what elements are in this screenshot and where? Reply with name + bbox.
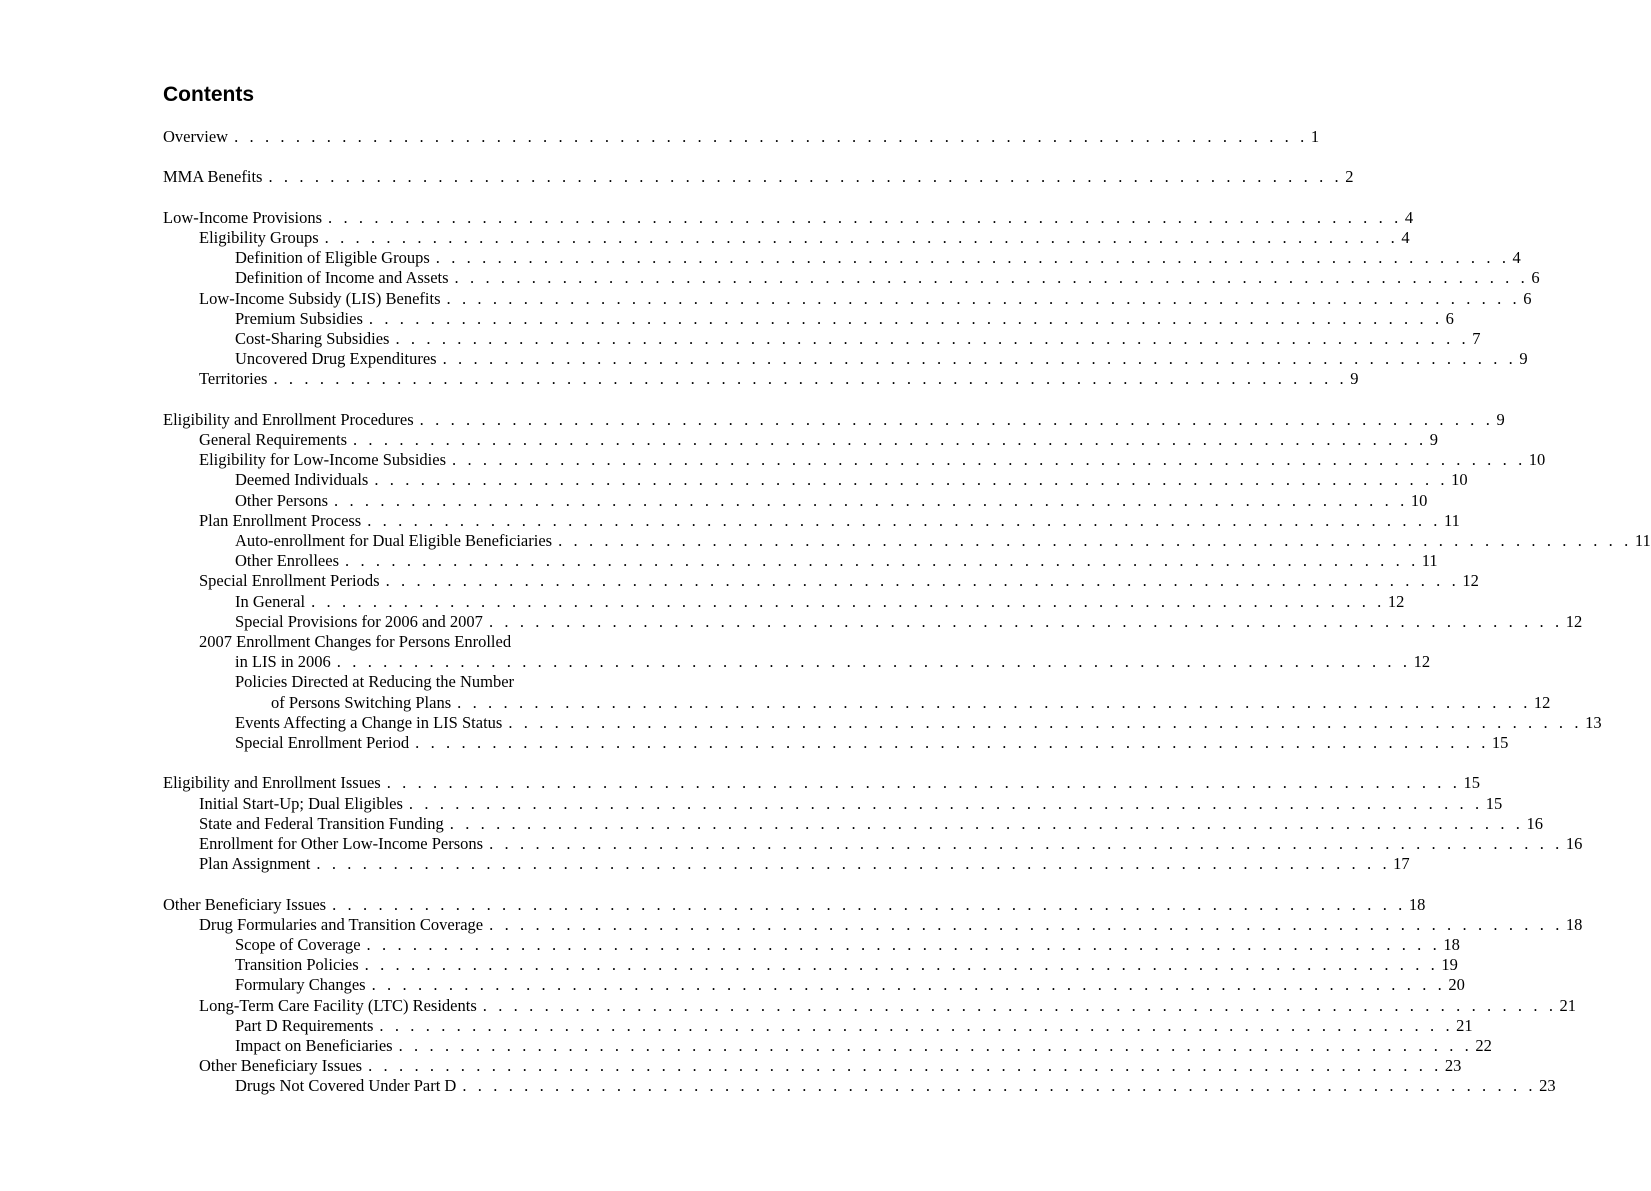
- dot-leader: . . . . . . . . . . . . . . . . . . . . . . . . . . . . . . . . . . . . . . . . . . . . . . . . . . . . . . . . . . . . . . . . . . . . . .: [457, 693, 1531, 712]
- toc-entry-page-number: 15: [1463, 773, 1480, 792]
- dot-leader: . . . . . . . . . . . . . . . . . . . . . . . . . . . . . . . . . . . . . . . . . . . . . . . . . . . . . . . . . . . . . . . . . . . . . .: [316, 854, 1391, 873]
- toc-entry[interactable]: [235, 1036, 1492, 1056]
- toc-entry-label: Definition of Income and Assets: [235, 268, 449, 287]
- dot-leader: . . . . . . . . . . . . . . . . . . . . . . . . . . . . . . . . . . . . . . . . . . . . . . . . . . . . . . . . . . . . . . . . . . . . . .: [352, 430, 1427, 449]
- dot-leader: . . . . . . . . . . . . . . . . . . . . . . . . . . . . . . . . . . . . . . . . . . . . . . . . . . . . . . . . . . . . . . . . . . . . . .: [345, 551, 1419, 570]
- toc-entry-page-number: 18: [1408, 895, 1426, 914]
- dot-leader: . . . . . . . . . . . . . . . . . . . . . . . . . . . . . . . . . . . . . . . . . . . . . . . . . . . . . . . . . . . . . . . . . . . . . .: [446, 289, 1521, 308]
- dot-leader: . . . . . . . . . . . . . . . . . . . . . . . . . . . . . . . . . . . . . . . . . . . . . . . . . . . . . . . . . . . . . . . . . . . . . .: [334, 491, 1408, 510]
- toc-entry[interactable]: [163, 773, 1480, 793]
- toc-entry-page-number: 11: [1634, 531, 1651, 550]
- toc-entry[interactable]: [235, 935, 1460, 955]
- toc-entry-page-number: 4: [1404, 208, 1414, 227]
- dot-leader: . . . . . . . . . . . . . . . . . . . . . . . . . . . . . . . . . . . . . . . . . . . . . . . . . . . . . . . . . . . . . . . . . . . . . .: [324, 228, 1399, 247]
- dot-leader: . . . . . . . . . . . . . . . . . . . . . . . . . . . . . . . . . . . . . . . . . . . . . . . . . . . . . . . . . . . . . . . . . . . . . .: [449, 814, 1524, 833]
- toc-entry-page-number: 15: [1491, 733, 1509, 752]
- toc-entry[interactable]: [235, 733, 1509, 753]
- toc-entry-label: Transition Policies: [235, 955, 359, 974]
- toc-entry-page-number: 7: [1472, 329, 1481, 348]
- toc-entry-page-number: 18: [1443, 935, 1460, 954]
- dot-leader: . . . . . . . . . . . . . . . . . . . . . . . . . . . . . . . . . . . . . . . . . . . . . . . . . . . . . . . . . . . . . . . . . . . . . .: [462, 1076, 1537, 1095]
- dot-leader: . . . . . . . . . . . . . . . . . . . . . . . . . . . . . . . . . . . . . . . . . . . . . . . . . . . . . . . . . . . . . . . . . . . . . .: [454, 268, 1529, 287]
- dot-leader: . . . . . . . . . . . . . . . . . . . . . . . . . . . . . . . . . . . . . . . . . . . . . . . . . . . . . . . . . . . . . . . . . . . . . .: [558, 531, 1632, 550]
- toc-entry-label: Plan Assignment: [199, 854, 311, 873]
- dot-leader: . . . . . . . . . . . . . . . . . . . . . . . . . . . . . . . . . . . . . . . . . . . . . . . . . . . . . . . . . . . . . . . . . . . . . .: [489, 834, 1563, 853]
- toc-entry-label: Other Persons: [235, 491, 329, 510]
- toc-entry[interactable]: [199, 996, 1577, 1016]
- toc-entry[interactable]: [163, 895, 1426, 915]
- toc-entry-label: of Persons Switching Plans: [271, 693, 452, 712]
- toc-entry-page-number: 23: [1444, 1056, 1462, 1075]
- toc-entry-label: Part D Requirements: [235, 1016, 374, 1035]
- toc-entry[interactable]: [235, 672, 757, 692]
- toc-entry-label: Premium Subsidies: [235, 309, 363, 328]
- dot-leader: . . . . . . . . . . . . . . . . . . . . . . . . . . . . . . . . . . . . . . . . . . . . . . . . . . . . . . . . . . . . . . . . . . . . . .: [379, 1016, 1454, 1035]
- dot-leader: . . . . . . . . . . . . . . . . . . . . . . . . . . . . . . . . . . . . . . . . . . . . . . . . . . . . . . . . . . . . . . . . . . . . . .: [336, 652, 1411, 671]
- toc-entry-label: Special Provisions for 2006 and 2007: [235, 612, 483, 631]
- toc-entry-page-number: 16: [1565, 834, 1583, 853]
- dot-leader: . . . . . . . . . . . . . . . . . . . . . . . . . . . . . . . . . . . . . . . . . . . . . . . . . . . . . . . . . . . . . . . . . . . . . .: [268, 167, 1343, 186]
- toc-entry-page-number: 18: [1565, 915, 1583, 934]
- dot-leader: . . . . . . . . . . . . . . . . . . . . . . . . . . . . . . . . . . . . . . . . . . . . . . . . . . . . . . . . . . . . . . . . . . . . . .: [398, 1036, 1473, 1055]
- toc-entry-label: Overview: [163, 127, 229, 146]
- toc-entry[interactable]: [235, 531, 1651, 551]
- dot-leader: . . . . . . . . . . . . . . . . . . . . . . . . . . . . . . . . . . . . . . . . . . . . . . . . . . . . . . . . . . . . . . . . . . . . . .: [374, 470, 1449, 489]
- toc-entry-page-number: 4: [1401, 228, 1410, 247]
- toc-entry[interactable]: [163, 167, 1354, 187]
- dot-leader: . . . . . . . . . . . . . . . . . . . . . . . . . . . . . . . . . . . . . . . . . . . . . . . . . . . . . . . . . . . . . . . . . . . . . .: [408, 794, 1483, 813]
- toc-entry-label: Drug Formularies and Transition Coverage: [199, 915, 484, 934]
- toc-entry-label: Plan Enrollment Process: [199, 511, 362, 530]
- toc-entry[interactable]: [199, 369, 1359, 389]
- toc-entry[interactable]: [163, 410, 1505, 430]
- toc-entry[interactable]: [199, 814, 1544, 834]
- dot-leader: . . . . . . . . . . . . . . . . . . . . . . . . . . . . . . . . . . . . . . . . . . . . . . . . . . . . . . . . . . . . . . . . . . . . . .: [364, 955, 1439, 974]
- page-title: Contents: [163, 83, 254, 106]
- toc-entry[interactable]: [199, 794, 1503, 814]
- toc-entry[interactable]: [199, 632, 757, 652]
- toc-entry-label: Cost-Sharing Subsidies: [235, 329, 390, 348]
- toc-entry[interactable]: [235, 551, 1438, 571]
- toc-entry-label: Long-Term Care Facility (LTC) Residents: [199, 996, 477, 1015]
- dot-leader: . . . . . . . . . . . . . . . . . . . . . . . . . . . . . . . . . . . . . . . . . . . . . . . . . . . . . . . . . . . . . . . . . . . . . .: [366, 935, 1441, 954]
- dot-leader: . . . . . . . . . . . . . . . . . . . . . . . . . . . . . . . . . . . . . . . . . . . . . . . . . . . . . . . . . . . . . . . . . . . . . .: [328, 208, 1402, 227]
- toc-entry-label: Uncovered Drug Expenditures: [235, 349, 437, 368]
- toc-entry-label: Impact on Beneficiaries: [235, 1036, 393, 1055]
- toc-entry-page-number: 12: [1462, 571, 1479, 590]
- dot-leader: . . . . . . . . . . . . . . . . . . . . . . . . . . . . . . . . . . . . . . . . . . . . . . . . . . . . . . . . . . . . . . . . . . . . . .: [386, 773, 1461, 792]
- toc-entry-page-number: 20: [1448, 975, 1465, 994]
- toc-entry-page-number: 12: [1387, 592, 1405, 611]
- toc-entry-page-number: 16: [1526, 814, 1544, 833]
- dot-leader: . . . . . . . . . . . . . . . . . . . . . . . . . . . . . . . . . . . . . . . . . . . . . . . . . . . . . . . . . . . . . . . . . . . . . .: [311, 592, 1385, 611]
- toc-entry[interactable]: [235, 652, 1431, 672]
- toc-entry-label: Other Enrollees: [235, 551, 340, 570]
- dot-leader: . . . . . . . . . . . . . . . . . . . . . . . . . . . . . . . . . . . . . . . . . . . . . . . . . . . . . . . . . . . . . . . . . . . . . .: [234, 127, 1308, 146]
- dot-leader: . . . . . . . . . . . . . . . . . . . . . . . . . . . . . . . . . . . . . . . . . . . . . . . . . . . . . . . . . . . . . . . . . . . . . .: [332, 895, 1406, 914]
- dot-leader: . . . . . . . . . . . . . . . . . . . . . . . . . . . . . . . . . . . . . . . . . . . . . . . . . . . . . . . . . . . . . . . . . . . . . .: [452, 450, 1526, 469]
- toc-entry-label: Eligibility Groups: [199, 228, 319, 247]
- toc-entry[interactable]: [235, 309, 1454, 329]
- toc-entry[interactable]: [235, 1076, 1556, 1096]
- toc-entry-label: Other Beneficiary Issues: [199, 1056, 363, 1075]
- toc-entry[interactable]: [199, 228, 1410, 248]
- toc-entry[interactable]: [199, 289, 1532, 309]
- toc-entry-label: Special Enrollment Period: [235, 733, 410, 752]
- toc-entry-label: Eligibility for Low-Income Subsidies: [199, 450, 447, 469]
- toc-entry[interactable]: [235, 955, 1458, 975]
- dot-leader: . . . . . . . . . . . . . . . . . . . . . . . . . . . . . . . . . . . . . . . . . . . . . . . . . . . . . . . . . . . . . . . . . . . . . .: [419, 410, 1494, 429]
- toc-entry-page-number: 23: [1539, 1076, 1556, 1095]
- toc-entry-page-number: 1: [1310, 127, 1320, 146]
- dot-leader: . . . . . . . . . . . . . . . . . . . . . . . . . . . . . . . . . . . . . . . . . . . . . . . . . . . . . . . . . . . . . . . . . . . . . .: [442, 349, 1517, 368]
- toc-entry[interactable]: [199, 1056, 1462, 1076]
- toc-entry[interactable]: [235, 329, 1481, 349]
- toc-entry[interactable]: [235, 268, 1540, 288]
- dot-leader: . . . . . . . . . . . . . . . . . . . . . . . . . . . . . . . . . . . . . . . . . . . . . . . . . . . . . . . . . . . . . . . . . . . . . .: [385, 571, 1460, 590]
- toc-entry-page-number: 21: [1456, 1016, 1473, 1035]
- toc-entry-label: MMA Benefits: [163, 167, 263, 186]
- toc-entry-label: General Requirements: [199, 430, 347, 449]
- toc-entry[interactable]: [199, 450, 1546, 470]
- toc-entry-label: Eligibility and Enrollment Procedures: [163, 410, 414, 429]
- dot-leader: . . . . . . . . . . . . . . . . . . . . . . . . . . . . . . . . . . . . . . . . . . . . . . . . . . . . . . . . . . . . . . . . . . . . . .: [273, 369, 1348, 388]
- toc-entry-page-number: 6: [1523, 289, 1532, 308]
- dot-leader: . . . . . . . . . . . . . . . . . . . . . . . . . . . . . . . . . . . . . . . . . . . . . . . . . . . . . . . . . . . . . . . . . . . . . .: [367, 511, 1442, 530]
- toc-entry-page-number: 12: [1565, 612, 1583, 631]
- toc-entry-page-number: 22: [1475, 1036, 1492, 1055]
- toc-entry-page-number: 17: [1393, 854, 1410, 873]
- toc-entry-page-number: 15: [1485, 794, 1503, 813]
- toc-entry[interactable]: [199, 571, 1479, 591]
- toc-entry-label: Formulary Changes: [235, 975, 366, 994]
- dot-leader: . . . . . . . . . . . . . . . . . . . . . . . . . . . . . . . . . . . . . . . . . . . . . . . . . . . . . . . . . . . . . . . . . . . . . .: [395, 329, 1470, 348]
- toc-entry[interactable]: [235, 248, 1521, 268]
- toc-entry-page-number: 19: [1441, 955, 1458, 974]
- toc-entry-page-number: 10: [1410, 491, 1428, 510]
- toc-entry[interactable]: [163, 127, 1320, 147]
- dot-leader: . . . . . . . . . . . . . . . . . . . . . . . . . . . . . . . . . . . . . . . . . . . . . . . . . . . . . . . . . . . . . . . . . . . . . .: [415, 733, 1489, 752]
- toc-entry-page-number: 21: [1559, 996, 1577, 1015]
- toc-entry[interactable]: [235, 975, 1465, 995]
- toc-entry[interactable]: [235, 1016, 1473, 1036]
- toc-entry[interactable]: [235, 713, 1602, 733]
- toc-entry-label: Definition of Eligible Groups: [235, 248, 430, 267]
- toc-entry-label: Special Enrollment Periods: [199, 571, 380, 590]
- toc-entry-label: Events Affecting a Change in LIS Status: [235, 713, 503, 732]
- toc-entry-page-number: 9: [1350, 369, 1359, 388]
- toc-entry-label: Territories: [199, 369, 268, 388]
- toc-entry[interactable]: [235, 592, 1405, 612]
- toc-entry[interactable]: [271, 693, 1551, 713]
- toc-entry-page-number: 4: [1512, 248, 1521, 267]
- toc-entry-label: In General: [235, 592, 306, 611]
- toc-entry-label: Policies Directed at Reducing the Number: [235, 672, 515, 691]
- toc-entry-label: Auto-enrollment for Dual Eligible Beneficiaries: [235, 531, 553, 550]
- dot-leader: . . . . . . . . . . . . . . . . . . . . . . . . . . . . . . . . . . . . . . . . . . . . . . . . . . . . . . . . . . . . . . . . . . . . . .: [488, 612, 1563, 631]
- dot-leader: . . . . . . . . . . . . . . . . . . . . . . . . . . . . . . . . . . . . . . . . . . . . . . . . . . . . . . . . . . . . . . . . . . . . . .: [368, 1056, 1442, 1075]
- toc-entry-label: Other Beneficiary Issues: [163, 895, 327, 914]
- toc-entry-page-number: 13: [1585, 713, 1602, 732]
- toc-entry-page-number: 6: [1531, 268, 1540, 287]
- toc-entry-page-number: 12: [1413, 652, 1431, 671]
- toc-entry[interactable]: [199, 834, 1583, 854]
- toc-entry-page-number: 2: [1345, 167, 1354, 186]
- toc-entry-page-number: 9: [1496, 410, 1505, 429]
- toc-entry-page-number: 11: [1421, 551, 1438, 570]
- toc-entry-page-number: 11: [1444, 511, 1460, 530]
- toc-entry-page-number: 9: [1429, 430, 1439, 449]
- toc-entry[interactable]: [199, 511, 1460, 531]
- toc-entry-label: Initial Start-Up; Dual Eligibles: [199, 794, 403, 813]
- toc-entry[interactable]: [235, 612, 1583, 632]
- toc-entry[interactable]: [235, 470, 1468, 490]
- toc-entry-page-number: 6: [1445, 309, 1454, 328]
- toc-entry-label: Enrollment for Other Low-Income Persons: [199, 834, 484, 853]
- dot-leader: . . . . . . . . . . . . . . . . . . . . . . . . . . . . . . . . . . . . . . . . . . . . . . . . . . . . . . . . . . . . . . . . . . . . . .: [482, 996, 1557, 1015]
- dot-leader: . . . . . . . . . . . . . . . . . . . . . . . . . . . . . . . . . . . . . . . . . . . . . . . . . . . . . . . . . . . . . . . . . . . . . .: [435, 248, 1510, 267]
- toc-entry[interactable]: [235, 491, 1428, 511]
- dot-leader: . . . . . . . . . . . . . . . . . . . . . . . . . . . . . . . . . . . . . . . . . . . . . . . . . . . . . . . . . . . . . . . . . . . . . .: [368, 309, 1443, 328]
- toc-entry-label: in LIS in 2006: [235, 652, 331, 671]
- dot-leader: . . . . . . . . . . . . . . . . . . . . . . . . . . . . . . . . . . . . . . . . . . . . . . . . . . . . . . . . . . . . . . . . . . . . . .: [489, 915, 1563, 934]
- toc-entry-page-number: 9: [1519, 349, 1528, 368]
- toc-entry[interactable]: [199, 430, 1439, 450]
- toc-entry-label: State and Federal Transition Funding: [199, 814, 444, 833]
- toc-entry-page-number: 12: [1533, 693, 1551, 712]
- toc-entry-label: Eligibility and Enrollment Issues: [163, 773, 381, 792]
- toc-entry-label: Deemed Individuals: [235, 470, 369, 489]
- toc-entry-label: Scope of Coverage: [235, 935, 361, 954]
- toc-entry-label: Drugs Not Covered Under Part D: [235, 1076, 457, 1095]
- toc-entry[interactable]: [235, 349, 1528, 369]
- toc-entry-page-number: 10: [1451, 470, 1468, 489]
- toc-entry[interactable]: [199, 854, 1410, 874]
- toc-entry-label: 2007 Enrollment Changes for Persons Enrolled: [199, 632, 512, 651]
- dot-leader: . . . . . . . . . . . . . . . . . . . . . . . . . . . . . . . . . . . . . . . . . . . . . . . . . . . . . . . . . . . . . . . . . . . . . .: [371, 975, 1446, 994]
- toc-entry-label: Low-Income Provisions: [163, 208, 323, 227]
- toc-entry[interactable]: [199, 915, 1583, 935]
- toc-entry-label: Low-Income Subsidy (LIS) Benefits: [199, 289, 441, 308]
- toc-entry[interactable]: [163, 208, 1414, 228]
- dot-leader: . . . . . . . . . . . . . . . . . . . . . . . . . . . . . . . . . . . . . . . . . . . . . . . . . . . . . . . . . . . . . . . . . . . . . .: [508, 713, 1583, 732]
- toc-entry-page-number: 10: [1528, 450, 1546, 469]
